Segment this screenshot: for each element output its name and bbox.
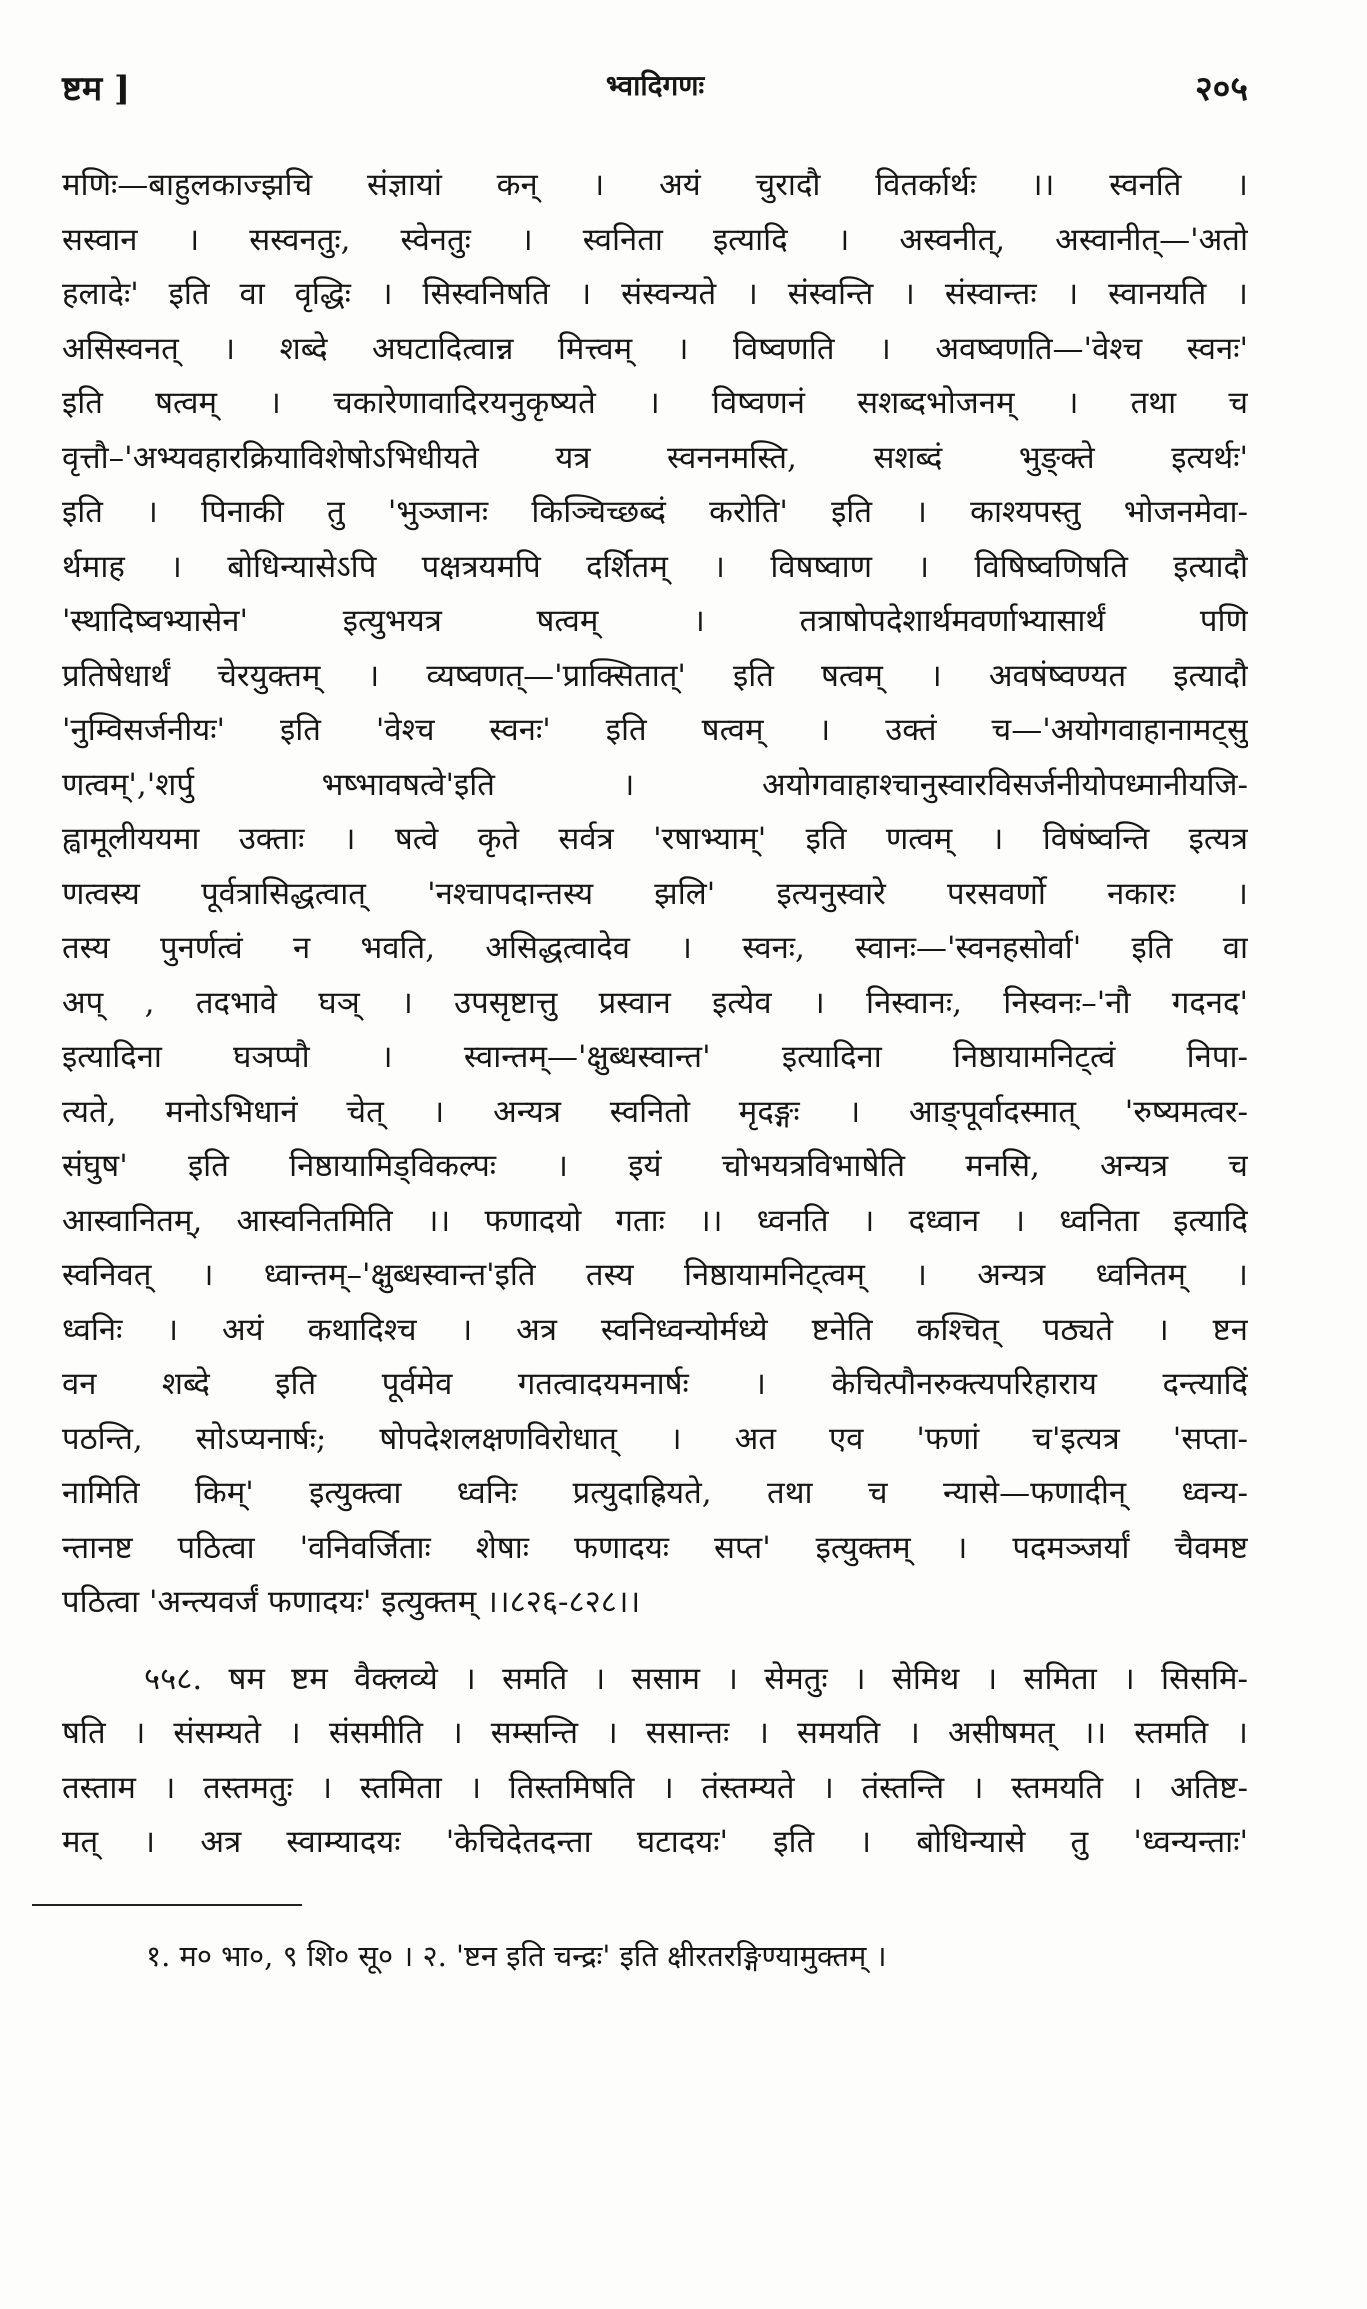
text-line: मत् । अत्र स्वाम्यादयः 'केचिदेतदन्ता घटादयः' इति । बोधिन्यासे तु 'ध्वन्यन्ताः' xyxy=(62,1824,1248,1860)
text-line: प्रतिषेधार्थं चेरयुक्तम् । व्यष्वणत्—'प्राक्सितात्' इति षत्वम् । अवषंष्वण्यत इत्यादौ xyxy=(62,657,1248,694)
text-line: तस्ताम । तस्तमतुः । स्तमिता । तिस्तमिषति । तंस्तम्यते । तंस्तन्ति । स्तमयति । अतिष्ट- xyxy=(62,1769,1248,1806)
text-line: इति षत्वम् । चकारेणावादिरयनुकृष्यते । विष्वणनं सशब्दभोजनम् । तथा च xyxy=(62,385,1248,421)
text-line: संघुष' इति निष्ठायामिड्विकल्पः । इयं चोभयत्रविभाषेति मनसि, अन्यत्र च xyxy=(62,1148,1248,1184)
text-line: सस्वान । सस्वनतुः, स्वेनतुः । स्वनिता इत्यादि । अस्वनीत्, अस्वानीत्—'अतो xyxy=(62,221,1248,258)
text-line: 'स्थादिष्वभ्यासेन' इत्युभयत्र षत्वम् । तत्राषोपदेशार्थमवर्णाभ्यासार्थं पणि xyxy=(62,603,1248,639)
text-line: ह्वामूलीययमा उक्ताः । षत्वे कृते सर्वत्र 'रषाभ्याम्' इति णत्वम् । विषंष्वन्ति इत्यत्र xyxy=(62,821,1248,857)
text-line: हलादेः' इति वा वृद्धिः । सिस्वनिषति । संस्वन्यते । संस्वन्ति । संस्वान्तः । स्वानयति । xyxy=(62,276,1248,312)
text-line: इत्यादिना घञप्पौ । स्वान्तम्—'क्षुब्धस्वान्त' इत्यादिना निष्ठायामनिट्त्वं निपा- xyxy=(62,1039,1248,1075)
sutra-line: ५५८. षम ष्टम वैक्लव्ये । समति । ससाम । सेमतुः । सेमिथ । समिता । सिसमि- xyxy=(144,1660,1248,1697)
footnote: १. म० भा०, ९ शि० सू० । २. 'ष्टन इति चन्द्रः' इति क्षीरतरङ्गिण्यामुक्तम् । xyxy=(146,1938,887,1973)
running-header xyxy=(62,58,1248,118)
text-line: अप् , तदभावे घञ् । उपसृष्टात्तु प्रस्वान इत्येव । निस्वानः, निस्वनः–'नौ गदनद' xyxy=(62,984,1248,1021)
text-line: ध्वनिः । अयं कथादिश्च । अत्र स्वनिध्वन्योर्मध्ये ष्टनेति कश्चित् पठ्यते । ष्टन xyxy=(62,1311,1248,1348)
text-line: आस्वानितम्, आस्वनितमिति ।। फणादयो गताः ।। ध्वनति । दध्वान । ध्वनिता इत्यादि xyxy=(62,1202,1248,1239)
header-title: भ्वादिगणः xyxy=(605,69,705,102)
text-line: त्यते, मनोऽभिधानं चेत् । अन्यत्र स्वनितो मृदङ्गः । आङ्पूर्वादस्मात् 'रुष्यमत्वर- xyxy=(62,1093,1248,1130)
page xyxy=(62,58,1248,1978)
header-section-mark: ष्टम ] xyxy=(62,69,131,109)
text-line: णत्वस्य पूर्वत्रासिद्धत्वात् 'नश्चापदान्तस्य झलि' इत्यनुस्वारे परसवर्णो नकारः । xyxy=(62,875,1248,912)
text-line: णत्वम्','शर्पु भष्भावषत्वे'इति । अयोगवाहाश्चानुस्वारविसर्जनीयोपध्मानीयजि- xyxy=(62,766,1248,803)
text-line: स्वनिवत् । ध्वान्तम्–'क्षुब्धस्वान्त'इति तस्य निष्ठायामनिट्त्वम् । अन्यत्र ध्वनितम् । xyxy=(62,1257,1248,1293)
text-line: इति । पिनाकी तु 'भुञ्जानः किञ्चिच्छब्दं करोति' इति । काश्यपस्तु भोजनमेवा- xyxy=(62,494,1248,530)
text-line: तस्य पुनर्णत्वं न भवति, असिद्धत्वादेव । स्वनः, स्वानः—'स्वनहसोर्वा' इति वा xyxy=(62,930,1248,966)
text-line: पठित्वा 'अन्त्यवर्जं फणादयः' इत्युक्तम् ।।८२६-८२८।। xyxy=(62,1584,641,1620)
commentary-text xyxy=(62,158,1248,1870)
text-line: न्तानष्ट पठित्वा 'वनिवर्जिताः शेषाः फणादयः सप्त' इत्युक्तम् । पदमञ्जर्यां चैवमष्ट xyxy=(62,1529,1248,1566)
text-line: षति । संसम्यते । संसमीति । सम्सन्ति । ससान्तः । समयति । असीषमत् ।। स्तमति । xyxy=(62,1715,1248,1751)
text-line: नामिति किम्' इत्युक्त्वा ध्वनिः प्रत्युदाह्रियते, तथा च न्यासे—फणादीन् ध्वन्य- xyxy=(62,1475,1248,1511)
text-line: पठन्ति, सोऽप्यनार्षः; षोपदेशलक्षणविरोधात् । अत एव 'फणां च'इत्यत्र 'सप्ता- xyxy=(62,1420,1248,1457)
paragraph-gap xyxy=(62,1630,1248,1652)
text-line: मणिः—बाहुलकाज्झचि संज्ञायां कन् । अयं चुरादौ वितर्कार्थः ।। स्वनति । xyxy=(62,167,1248,203)
text-line: वन शब्दे इति पूर्वमेव गतत्वादयमनार्षः । केचित्पौनरुक्त्यपरिहाराय दन्त्यादिं xyxy=(62,1366,1248,1402)
footnote-divider xyxy=(32,1904,302,1906)
text-line: असिस्वनत् । शब्दे अघटादित्वान्न मित्त्वम् । विष्वणति । अवष्वणति—'वेश्च स्वनः' xyxy=(62,330,1248,367)
text-line: र्थमाह । बोधिन्यासेऽपि पक्षत्रयमपि दर्शितम् । विषष्वाण । विषिष्वणिषति इत्यादौ xyxy=(62,548,1248,585)
page-number: २०५ xyxy=(1194,69,1248,109)
text-line: वृत्तौ–'अभ्यवहारक्रियाविशेषोऽभिधीयते यत्र स्वननमस्ति, सशब्दं भुङ्क्ते इत्यर्थः' xyxy=(62,439,1248,476)
text-line: 'नुम्विसर्जनीयः' इति 'वेश्च स्वनः' इति षत्वम् । उक्तं च—'अयोगवाहानामट्सु xyxy=(62,712,1248,748)
